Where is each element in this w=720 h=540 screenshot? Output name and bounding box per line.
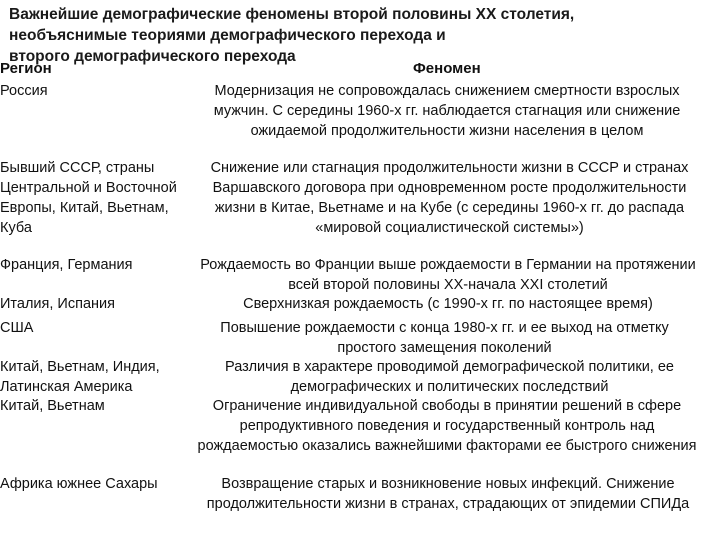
phenomenon-cell: Рождаемость во Франции выше рождаемости в Германии на протяжении всей второй половины XX-начала XXI столетий — [200, 257, 696, 293]
page-title — [9, 4, 709, 67]
region-cell: Бывший СССР, страны Центральной и Восточной Европы, Китай, Вьетнам, Куба — [0, 160, 177, 236]
phenomenon-cell: Возвращение старых и возникновение новых инфекций. Снижение продолжительности жизни в странах, страдающих от эпидемии СПИДа — [206, 476, 690, 512]
title-line-3: второго демографического перехода — [9, 48, 296, 65]
header-region: Регион — [0, 60, 52, 77]
region-cell: Африка южнее Сахары — [0, 476, 158, 492]
header-phenomenon: Феномен — [413, 60, 481, 77]
region-cell: Китай, Вьетнам — [0, 398, 105, 414]
region-cell: Франция, Германия — [0, 257, 133, 273]
title-line-2: необъяснимые теориями демографического перехода и — [9, 27, 446, 44]
phenomenon-cell: Повышение рождаемости с конца 1980-х гг. и ее выход на отметку простого замещения поколений — [220, 320, 669, 356]
phenomenon-cell: Модернизация не сопровождалась снижением смертности взрослых мужчин. С середины 1960-х гг. наблюдается стагнация или снижение ожидаемой продолжительности жизни населения в целом — [213, 83, 681, 139]
title-line-1: Важнейшие демографические феномены второй половины XX столетия, — [9, 6, 575, 23]
region-cell: США — [0, 320, 34, 336]
region-cell: Россия — [0, 83, 48, 99]
phenomenon-cell: Сверхнизкая рождаемость (с 1990-х гг. по настоящее время) — [243, 296, 653, 312]
region-cell: Италия, Испания — [0, 296, 115, 312]
phenomenon-cell: Снижение или стагнация продолжительности жизни в СССР и странах Варшавского договора при одновременном росте продолжительности жизни в Китае, Вьетнаме и на Кубе (с середины 1960-х гг. до распада «мировой социалистической системы») — [210, 160, 689, 236]
phenomenon-cell: Различия в характере проводимой демографической политики, ее демографических и политических последствий — [225, 359, 674, 395]
phenomenon-cell: Ограничение индивидуальной свободы в принятии решений в сфере репродуктивного поведения и государственный контроль над рождаемостью оказались важнейшими факторами ее быстрого снижения — [197, 398, 697, 454]
region-cell: Китай, Вьетнам, Индия, Латинская Америка — [0, 359, 160, 395]
